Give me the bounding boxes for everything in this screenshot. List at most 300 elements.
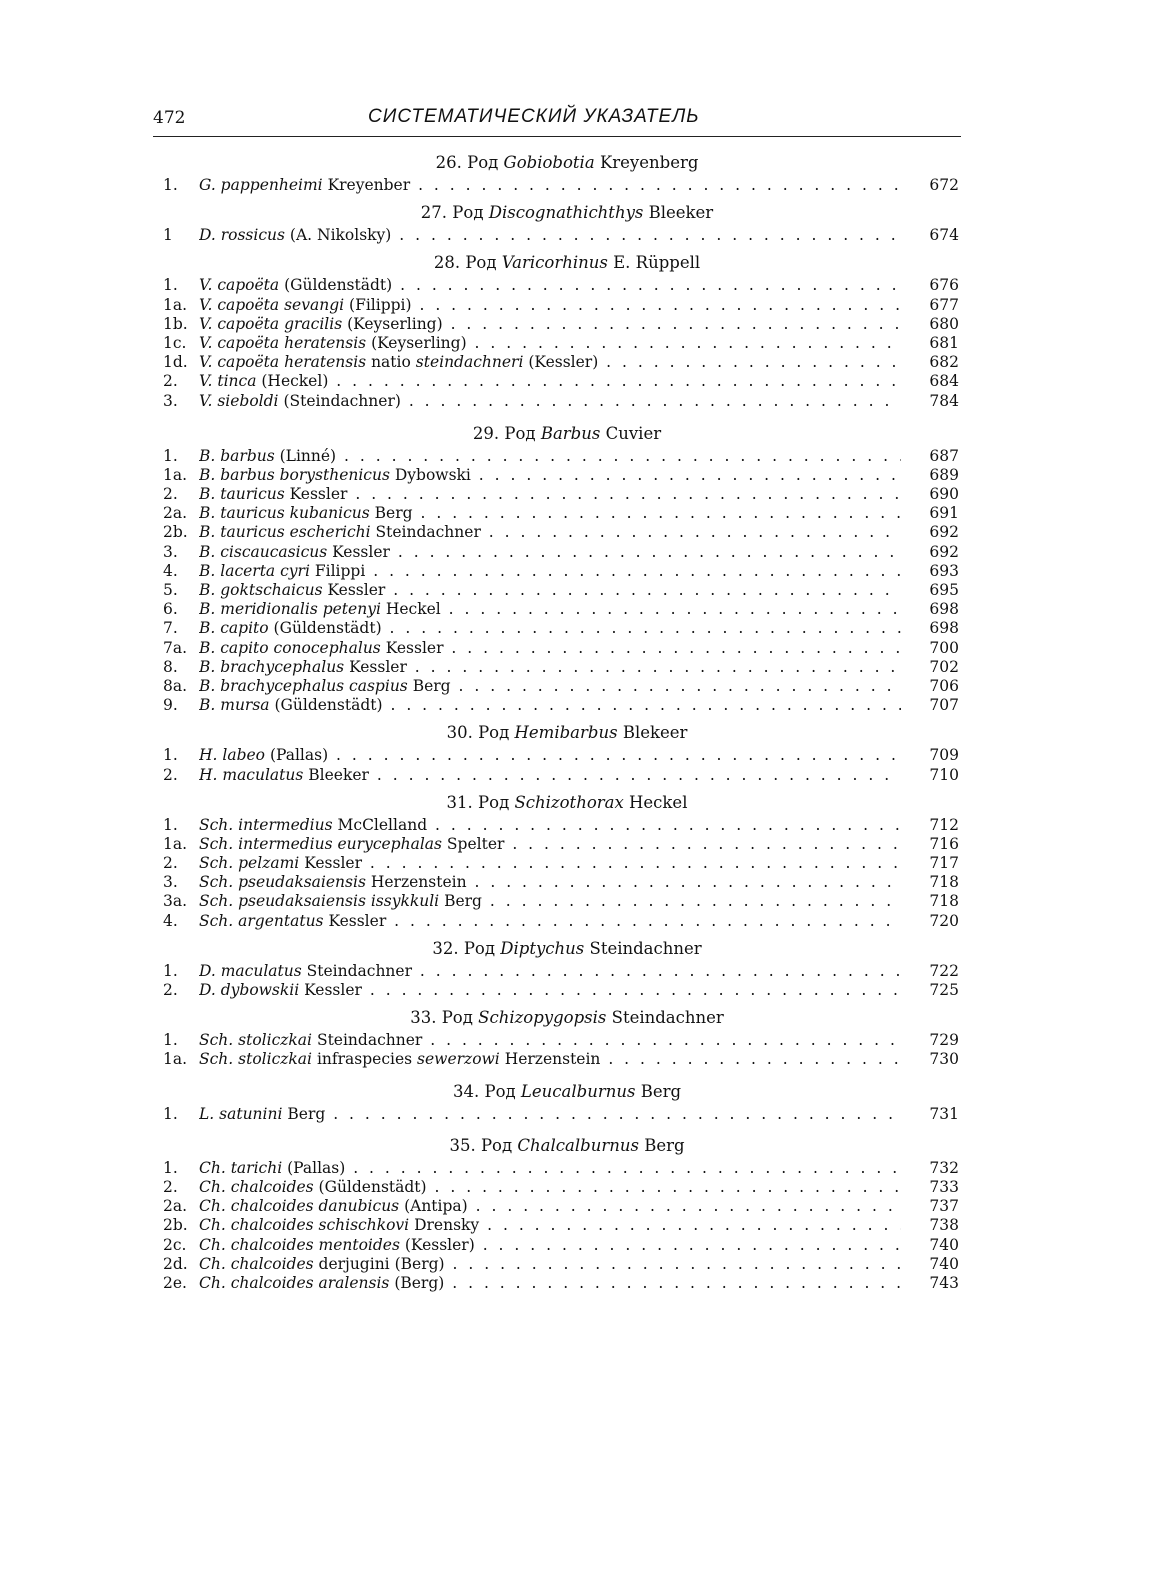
genus-heading: [153, 719, 961, 746]
entry-text: [199, 296, 901, 315]
species-author: Drensky: [414, 1216, 480, 1235]
index-entry: [153, 912, 961, 931]
species-author: Kessler: [289, 485, 348, 504]
species-author: Steindachner: [306, 961, 412, 980]
index-entry: [153, 523, 961, 542]
species-name: B. mursa: [199, 696, 270, 715]
genus-heading: [153, 199, 961, 226]
entry-text: [199, 1216, 901, 1235]
genus-name: Barbus: [540, 423, 601, 443]
entry-text: [199, 600, 901, 619]
genus-name: Hemibarbus: [514, 723, 618, 743]
species-author: (Pallas): [287, 1158, 346, 1177]
running-title: СИСТЕМАТИЧЕСКИЙ УКАЗАТЕЛЬ: [368, 106, 700, 127]
page-reference: 684: [929, 372, 959, 391]
genus-heading: [153, 1078, 961, 1105]
entry-number: 4.: [163, 561, 178, 580]
genus-section: [153, 789, 961, 931]
index-entry: [153, 981, 961, 1000]
species-name: B. goktschaicus: [199, 581, 323, 599]
index-entry: [153, 447, 961, 466]
entry-text: [199, 392, 901, 411]
page-reference: 784: [929, 391, 959, 410]
species-name: B. capito conocephalus: [199, 638, 381, 657]
index-entry: [153, 873, 961, 892]
species-name: Ch. tarichi: [199, 1158, 283, 1177]
index-entry: [153, 892, 961, 911]
species-author: (A. Nikolsky): [289, 226, 392, 245]
entry-text: [199, 873, 901, 892]
entry-number: 1.: [163, 1158, 178, 1177]
entry-text: [199, 696, 901, 715]
page-reference: 693: [929, 561, 959, 580]
rank-qualifier: infraspecies: [316, 1050, 413, 1069]
page-reference: 718: [929, 892, 959, 911]
species-name: V. capoëta heratensis: [199, 333, 367, 352]
page-reference: 700: [929, 638, 959, 657]
genus-author: Bleeker: [648, 203, 714, 223]
entry-number: 2d.: [163, 1254, 188, 1273]
genus-section: [153, 1004, 961, 1069]
genus-rank-label: Род: [480, 1135, 513, 1155]
page-reference: 677: [929, 295, 959, 314]
entry-text: [199, 619, 901, 638]
entry-text: [199, 353, 901, 372]
index-entry: [153, 835, 961, 854]
page-reference: 676: [929, 276, 959, 295]
entry-number: 1a.: [163, 295, 188, 314]
species-author: Heckel: [385, 600, 441, 619]
page-reference: 718: [929, 873, 959, 892]
page-reference: 731: [929, 1104, 959, 1123]
species-name: L. satunini: [199, 1104, 283, 1123]
page-reference: 709: [929, 746, 959, 765]
genus-author: Berg: [640, 1081, 682, 1101]
entry-text: [199, 1050, 901, 1069]
genus-author: Kreyenberg: [599, 153, 699, 172]
species-name: B. lacerta cyri: [199, 561, 310, 580]
species-author: Kessler: [327, 581, 386, 599]
entry-number: 1: [163, 226, 173, 245]
entry-number: 2.: [163, 372, 178, 391]
genus-rank-label: Род: [441, 1008, 473, 1028]
species-name: V. capoëta gracilis: [199, 314, 343, 333]
entry-number: 2b.: [163, 523, 188, 542]
species-name: B. brachycephalus caspius: [199, 676, 408, 695]
index-entry: [153, 276, 961, 295]
genus-rank-label: Род: [504, 423, 536, 443]
species-author: (Keyserling): [347, 314, 443, 333]
index-entry: [153, 854, 961, 873]
page-reference: 722: [929, 961, 959, 980]
entry-text: [199, 1159, 901, 1178]
infra-name: sewerzowi: [417, 1050, 500, 1069]
species-author: Steindachner: [375, 523, 481, 542]
species-author: Kessler: [328, 911, 387, 930]
index-entry: [153, 543, 961, 562]
species-author: (Keyserling): [371, 333, 467, 352]
page-reference: 698: [929, 600, 959, 619]
genus-author: Cuvier: [605, 423, 662, 443]
entry-text: [199, 1255, 901, 1274]
species-author: (Filippi): [349, 295, 412, 314]
page-reference: 716: [929, 834, 959, 853]
species-author: Filippi: [314, 561, 366, 580]
species-author: Kessler: [304, 981, 362, 999]
entry-number: 2b.: [163, 1216, 188, 1235]
genus-name: Discognathichthys: [488, 203, 644, 223]
index-entry: [153, 372, 961, 391]
genus-author: E. Rüppell: [613, 253, 701, 273]
species-name: B. tauricus kubanicus: [199, 504, 370, 523]
index-entry: [153, 1050, 961, 1069]
page-reference: 740: [929, 1254, 959, 1273]
page-reference: 691: [929, 504, 959, 523]
entry-text: [199, 176, 901, 195]
page-reference: 681: [929, 333, 959, 352]
species-name: Ch. chalcoides mentoides: [199, 1235, 400, 1254]
index-entry: [153, 296, 961, 315]
genus-heading: [153, 1132, 961, 1159]
entry-number: 1.: [163, 446, 178, 465]
genus-rank-label: Род: [484, 1081, 516, 1101]
entry-text: [199, 466, 901, 485]
entry-number: 1.: [163, 1104, 178, 1123]
entry-text: [199, 1105, 901, 1124]
page-reference: 717: [929, 854, 959, 873]
species-name: B. capito: [199, 619, 269, 638]
species-author: (Antipa): [404, 1197, 468, 1216]
page-reference: 733: [929, 1177, 959, 1196]
species-name: V. capoëta: [199, 276, 280, 295]
page-reference: 698: [929, 619, 959, 638]
page-reference: 729: [929, 1031, 959, 1050]
species-name: V. tinca: [199, 372, 257, 391]
species-author: Bleeker: [308, 765, 369, 784]
entry-number: 2.: [163, 981, 178, 999]
entry-text: [199, 276, 901, 295]
index-entry: [153, 581, 961, 600]
entry-number: 2c.: [163, 1235, 187, 1254]
species-name: V. capoëta sevangi: [199, 295, 345, 314]
entry-number: 1a.: [163, 1050, 188, 1069]
species-author: (Linné): [279, 446, 337, 465]
rank-qualifier: natio: [371, 353, 411, 372]
entry-number: 2a.: [163, 504, 188, 523]
species-author: (Heckel): [261, 372, 329, 391]
page-reference: 738: [929, 1216, 959, 1235]
entry-number: 1.: [163, 746, 178, 765]
entry-text: [199, 639, 901, 658]
species-author: Berg: [374, 504, 413, 523]
index-entry: [153, 504, 961, 523]
genus-name: Schizothorax: [514, 792, 624, 812]
genus-rank-label: Род: [478, 723, 510, 743]
index-entry: [153, 176, 961, 195]
page-reference: 695: [929, 581, 959, 599]
species-name: H. maculatus: [199, 765, 304, 784]
species-name: B. tauricus: [199, 485, 285, 504]
genus-name: Chalcalburnus: [517, 1135, 639, 1155]
species-name: Sch. intermedius: [199, 815, 333, 834]
entry-text: [199, 1236, 901, 1255]
species-author: (Kessler): [528, 353, 599, 372]
species-name: Ch. chalcoides: [199, 1254, 314, 1273]
entry-text: [199, 1178, 901, 1197]
index-content: [153, 149, 961, 1293]
entry-number: 1d.: [163, 353, 188, 372]
entry-text: [199, 1274, 901, 1293]
entry-text: [199, 835, 901, 854]
genus-heading: [153, 149, 961, 176]
index-entry: [153, 392, 961, 411]
entry-number: 2.: [163, 485, 178, 504]
species-author: (Berg): [394, 1254, 445, 1273]
page-reference: 680: [929, 314, 959, 333]
index-entry: [153, 677, 961, 696]
genus-section: [153, 1078, 961, 1124]
species-name: B. ciscaucasicus: [199, 542, 328, 561]
entry-text: [199, 372, 901, 391]
entry-number: 7a.: [163, 638, 188, 657]
page-reference: 672: [929, 176, 959, 194]
species-name: Ch. chalcoides schischkovi: [199, 1216, 410, 1235]
page-reference: 725: [929, 981, 959, 999]
genus-rank-label: Род: [452, 203, 484, 223]
species-name: B. brachycephalus: [199, 657, 345, 676]
entry-text: [199, 912, 901, 931]
page: [153, 100, 961, 1293]
species-name: Ch. chalcoides aralensis: [199, 1273, 390, 1292]
entry-text: [199, 981, 901, 1000]
entry-text: [199, 892, 901, 911]
entry-text: [199, 485, 901, 504]
entry-number: 6.: [163, 600, 178, 619]
species-name: Sch. stoliczkai: [199, 1050, 313, 1069]
entry-text: [199, 334, 901, 353]
genus-rank-label: Род: [467, 153, 499, 172]
genus-heading: [153, 1004, 961, 1031]
species-author: Kessler: [304, 854, 362, 873]
index-entry: [153, 466, 961, 485]
page-reference: 710: [929, 765, 959, 784]
genus-name: Diptychus: [500, 938, 585, 958]
entry-text: [199, 581, 901, 600]
index-entry: [153, 639, 961, 658]
entry-text: [199, 504, 901, 523]
genus-author: Heckel: [629, 792, 688, 812]
species-name: Sch. stoliczkai: [199, 1031, 313, 1050]
page-reference: 687: [929, 446, 959, 465]
entry-number: 1c.: [163, 333, 187, 352]
genus-number: 35.: [449, 1135, 476, 1155]
index-entry: [153, 658, 961, 677]
entry-number: 3.: [163, 873, 178, 892]
genus-name: Leucalburnus: [520, 1081, 636, 1101]
entry-text: [199, 447, 901, 466]
entry-number: 1a.: [163, 465, 188, 484]
page-reference: 707: [929, 696, 959, 715]
species-author: Kessler: [349, 657, 407, 676]
entry-text: [199, 962, 901, 981]
species-name: B. tauricus escherichi: [199, 523, 371, 542]
entry-number: 4.: [163, 911, 178, 930]
species-name: Ch. chalcoides danubicus: [199, 1197, 400, 1216]
entry-text: [199, 854, 901, 873]
genus-name: Schizopygopsis: [478, 1008, 607, 1028]
index-entry: [153, 353, 961, 372]
genus-section: [153, 935, 961, 1000]
species-author: (Güldenstädt): [273, 619, 382, 638]
species-author: (Berg): [394, 1273, 445, 1292]
genus-heading: [153, 789, 961, 816]
page-reference: 692: [929, 542, 959, 561]
entry-number: 8a.: [163, 676, 188, 695]
index-entry: [153, 766, 961, 785]
species-author: Herzenstein: [504, 1050, 601, 1069]
species-author: (Pallas): [269, 746, 329, 765]
genus-number: 32.: [432, 938, 459, 958]
species-name: Sch. intermedius eurycephalas: [199, 834, 442, 853]
genus-number: 34.: [452, 1081, 480, 1101]
index-entry: [153, 1197, 961, 1216]
entry-number: 1a.: [163, 834, 188, 853]
entry-text: [199, 816, 901, 835]
index-entry: [153, 1255, 961, 1274]
species-author: (Steindachner): [283, 391, 401, 410]
entry-text: [199, 766, 901, 785]
genus-section: [153, 420, 961, 716]
species-name: Sch. pseudaksaiensis issykkuli: [199, 892, 440, 911]
page-header: [153, 100, 961, 137]
species-author: (Güldenstädt): [274, 696, 383, 715]
species-author: Berg: [444, 892, 482, 911]
index-entry: [153, 1216, 961, 1235]
entry-number: 3.: [163, 542, 178, 561]
index-entry: [153, 1105, 961, 1124]
rank-qualifier: derjugini: [318, 1254, 390, 1273]
entry-text: [199, 315, 901, 334]
species-name: G. pappenheimi: [199, 176, 323, 194]
entry-number: 2.: [163, 854, 178, 873]
species-author: Steindachner: [316, 1031, 423, 1050]
index-entry: [153, 226, 961, 245]
entry-text: [199, 523, 901, 542]
entry-text: [199, 1031, 901, 1050]
genus-section: [153, 149, 961, 195]
page-reference: 743: [929, 1273, 959, 1292]
genus-section: [153, 719, 961, 784]
species-name: D. dybowskii: [199, 981, 300, 999]
species-name: Sch. argentatus: [199, 911, 324, 930]
genus-number: 28.: [433, 253, 461, 273]
entry-number: 9.: [163, 696, 178, 715]
index-entry: [153, 1031, 961, 1050]
page-reference: 706: [929, 676, 959, 695]
infra-name: steindachneri: [415, 353, 524, 372]
index-entry: [153, 1274, 961, 1293]
species-name: Sch. pelzami: [199, 854, 300, 873]
species-author: Berg: [412, 676, 451, 695]
index-entry: [153, 1178, 961, 1197]
genus-number: 30.: [446, 723, 473, 743]
entry-text: [199, 746, 901, 765]
genus-number: 29.: [472, 423, 500, 443]
genus-name: Varicorhinus: [501, 253, 608, 273]
entry-number: 1b.: [163, 314, 188, 333]
page-reference: 674: [929, 226, 959, 245]
entry-text: [199, 658, 901, 677]
entry-text: [199, 562, 901, 581]
genus-number: 33.: [410, 1008, 437, 1028]
index-entry: [153, 746, 961, 765]
genus-author: Steindachner: [611, 1008, 724, 1028]
page-reference: 720: [929, 911, 959, 930]
genus-author: Steindachner: [589, 938, 702, 958]
genus-section: [153, 1132, 961, 1293]
index-entry: [153, 600, 961, 619]
entry-number: 1.: [163, 276, 178, 295]
species-name: B. barbus: [199, 446, 275, 465]
entry-number: 2.: [163, 1177, 178, 1196]
entry-number: 3.: [163, 391, 178, 410]
species-name: B. meridionalis petenyi: [199, 600, 381, 619]
genus-rank-label: Род: [478, 792, 510, 812]
species-name: H. labeo: [199, 746, 265, 765]
genus-author: Berg: [644, 1135, 685, 1155]
page-reference: 682: [929, 353, 959, 372]
entry-text: [199, 226, 901, 245]
page-reference: 690: [929, 485, 959, 504]
entry-text: [199, 677, 901, 696]
species-author: (Güldenstädt): [318, 1177, 427, 1196]
species-name: Sch. pseudaksaiensis: [199, 873, 366, 892]
genus-number: 26.: [435, 153, 462, 172]
genus-rank-label: Род: [465, 253, 497, 273]
species-name: B. barbus borysthenicus: [199, 465, 390, 484]
genus-name: Gobiobotia: [503, 153, 595, 172]
species-author: Kessler: [332, 542, 390, 561]
index-entry: [153, 562, 961, 581]
genus-section: [153, 249, 961, 410]
index-entry: [153, 1236, 961, 1255]
species-name: Ch. chalcoides: [199, 1177, 314, 1196]
page-reference: 689: [929, 465, 959, 484]
index-entry: [153, 962, 961, 981]
index-entry: [153, 315, 961, 334]
species-author: Spelter: [446, 834, 505, 853]
entry-text: [199, 543, 901, 562]
entry-number: 1.: [163, 815, 178, 834]
page-reference: 712: [929, 815, 959, 834]
species-author: McClelland: [337, 815, 428, 834]
genus-heading: [153, 935, 961, 962]
species-name: D. maculatus: [199, 961, 302, 980]
entry-number: 1.: [163, 1031, 178, 1050]
entry-number: 2.: [163, 765, 178, 784]
genus-number: 27.: [420, 203, 448, 223]
species-author: (Güldenstädt): [284, 276, 393, 295]
entry-number: 5.: [163, 581, 178, 599]
index-entry: [153, 485, 961, 504]
entry-number: 7.: [163, 619, 178, 638]
index-entry: [153, 619, 961, 638]
entry-number: 8.: [163, 657, 178, 676]
entry-number: 2a.: [163, 1197, 188, 1216]
entry-number: 1.: [163, 961, 178, 980]
genus-heading: [153, 249, 961, 276]
species-name: D. rossicus: [199, 226, 285, 245]
